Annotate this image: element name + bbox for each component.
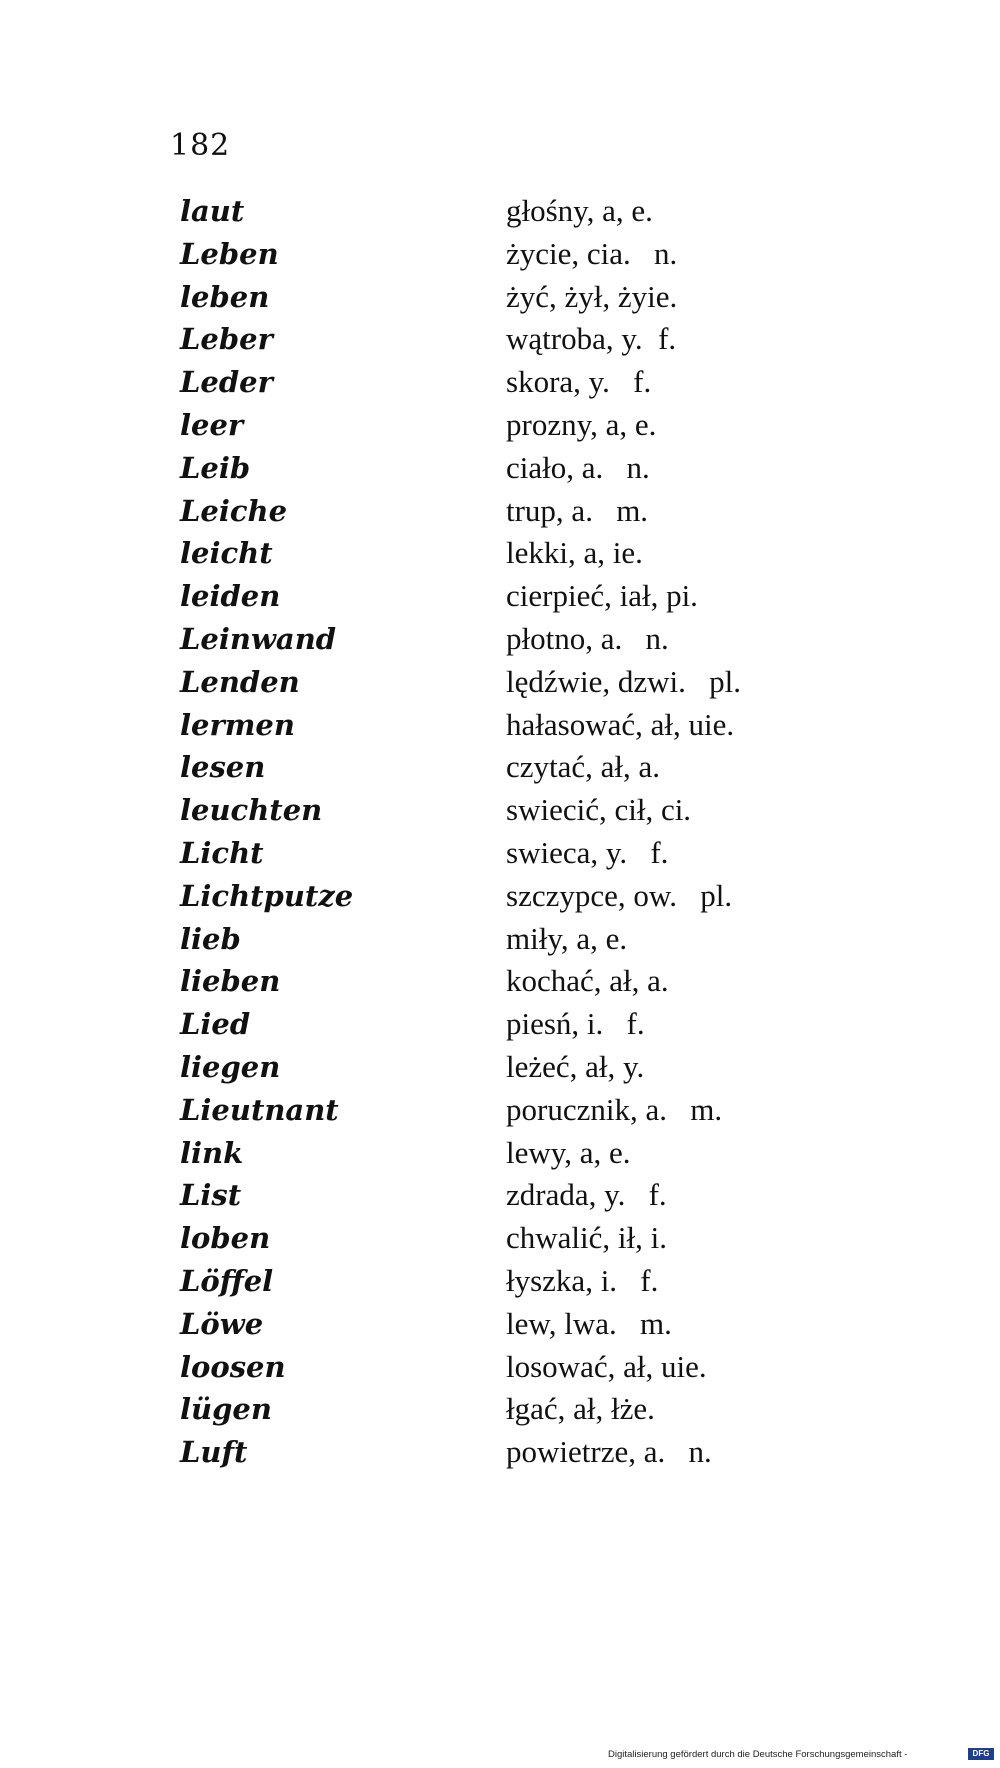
- dictionary-entry: [180, 1431, 880, 1474]
- dictionary-entry: [180, 960, 880, 1003]
- dictionary-entry: [180, 1089, 880, 1132]
- dictionary-entry: [180, 490, 880, 533]
- german-headword: Luft: [180, 1435, 248, 1470]
- german-headword: lügen: [180, 1392, 272, 1427]
- polish-translation: szczypce, ow. pl.: [506, 877, 733, 913]
- german-headword: Leinwand: [180, 621, 337, 656]
- german-headword: laut: [180, 194, 245, 228]
- german-headword: Leder: [180, 365, 273, 400]
- polish-translation: skora, y. f.: [506, 364, 652, 400]
- german-headword: Löwe: [180, 1306, 264, 1341]
- german-headword: Licht: [180, 835, 264, 870]
- german-headword: leer: [180, 407, 244, 442]
- german-headword: lieb: [180, 921, 241, 956]
- dictionary-entry: [180, 1388, 880, 1431]
- dictionary-entry: [180, 575, 880, 618]
- dfg-logo: DFG: [968, 1748, 994, 1760]
- dictionary-entries: [180, 190, 880, 1474]
- polish-translation: zdrada, y. f.: [506, 1177, 667, 1213]
- german-headword: leuchten: [180, 793, 323, 828]
- dictionary-entry: [180, 875, 880, 918]
- dictionary-entry: [180, 1303, 880, 1346]
- dictionary-entry: [180, 1346, 880, 1389]
- polish-translation: swieca, y. f.: [506, 834, 669, 870]
- polish-translation: żyć, żył, żyie.: [506, 278, 678, 314]
- german-headword: Leber: [180, 322, 273, 357]
- polish-translation: cierpieć, iał, pi.: [506, 578, 698, 614]
- polish-translation: chwalić, ił, i.: [506, 1220, 667, 1256]
- german-headword: Lied: [180, 1007, 251, 1042]
- german-headword: leicht: [180, 536, 273, 571]
- polish-translation: losować, ał, uie.: [506, 1348, 707, 1384]
- dictionary-entry: [180, 1174, 880, 1217]
- dictionary-entry: [180, 404, 880, 447]
- polish-translation: lewy, a, e.: [506, 1134, 631, 1170]
- polish-translation: lekki, a, ie.: [506, 535, 643, 571]
- polish-translation: kochać, ał, a.: [506, 963, 669, 999]
- polish-translation: lędźwie, dzwi. pl.: [506, 663, 742, 699]
- polish-translation: powietrze, a. n.: [506, 1434, 712, 1470]
- polish-translation: głośny, a, e.: [506, 193, 653, 228]
- german-headword: Leib: [180, 450, 251, 485]
- polish-translation: łyszka, i. f.: [506, 1262, 659, 1298]
- dictionary-entry: [180, 832, 880, 875]
- german-headword: loosen: [180, 1349, 286, 1384]
- german-headword: Lichtputze: [180, 878, 354, 913]
- polish-translation: wątroba, y. f.: [506, 321, 677, 357]
- polish-translation: piesń, i. f.: [506, 1006, 645, 1042]
- german-headword: Leben: [180, 236, 279, 271]
- polish-translation: ciało, a. n.: [506, 449, 650, 485]
- dictionary-entry: [180, 233, 880, 276]
- german-headword: link: [180, 1135, 244, 1170]
- german-headword: liegen: [180, 1049, 281, 1084]
- polish-translation: życie, cia. n.: [506, 235, 678, 271]
- german-headword: loben: [180, 1221, 271, 1256]
- polish-translation: łgać, ał, łże.: [506, 1391, 655, 1427]
- german-headword: lesen: [180, 750, 266, 785]
- footer-credit: Digitalisierung gefördert durch die Deutsche Forschungsgemeinschaft -: [608, 1749, 908, 1760]
- polish-translation: hałasować, ał, uie.: [506, 706, 735, 742]
- dictionary-entry: [180, 789, 880, 832]
- dictionary-entry: [180, 1046, 880, 1089]
- german-headword: lieben: [180, 964, 281, 999]
- dictionary-entry: [180, 318, 880, 361]
- dictionary-entry: [180, 746, 880, 789]
- german-headword: List: [180, 1178, 242, 1213]
- dictionary-entry: [180, 190, 880, 233]
- polish-translation: lew, lwa. m.: [506, 1305, 672, 1341]
- polish-translation: prozny, a, e.: [506, 406, 657, 442]
- dictionary-entry: [180, 1003, 880, 1046]
- german-headword: Leiche: [180, 493, 288, 528]
- polish-translation: porucznik, a. m.: [506, 1091, 723, 1127]
- page-number: 182: [170, 128, 231, 163]
- german-headword: Lenden: [180, 664, 300, 699]
- dictionary-entry: [180, 1132, 880, 1175]
- german-headword: leiden: [180, 579, 281, 614]
- german-headword: Lieutnant: [180, 1092, 339, 1127]
- german-headword: leben: [180, 279, 270, 314]
- german-headword: lermen: [180, 707, 295, 742]
- polish-translation: trup, a. m.: [506, 492, 649, 528]
- dictionary-entry: [180, 918, 880, 961]
- dictionary-entry: [180, 618, 880, 661]
- dictionary-entry: [180, 361, 880, 404]
- polish-translation: płotno, a. n.: [506, 620, 669, 656]
- dictionary-entry: [180, 276, 880, 319]
- polish-translation: czytać, ał, a.: [506, 749, 661, 785]
- dictionary-entry: [180, 447, 880, 490]
- dictionary-entry: [180, 1217, 880, 1260]
- polish-translation: swiecić, cił, ci.: [506, 792, 692, 828]
- dictionary-entry: [180, 661, 880, 704]
- polish-translation: leżeć, ał, y.: [506, 1048, 645, 1084]
- german-headword: Löffel: [180, 1263, 274, 1298]
- dictionary-entry: [180, 704, 880, 747]
- dictionary-entry: [180, 532, 880, 575]
- dictionary-entry: [180, 1260, 880, 1303]
- polish-translation: miły, a, e.: [506, 920, 628, 956]
